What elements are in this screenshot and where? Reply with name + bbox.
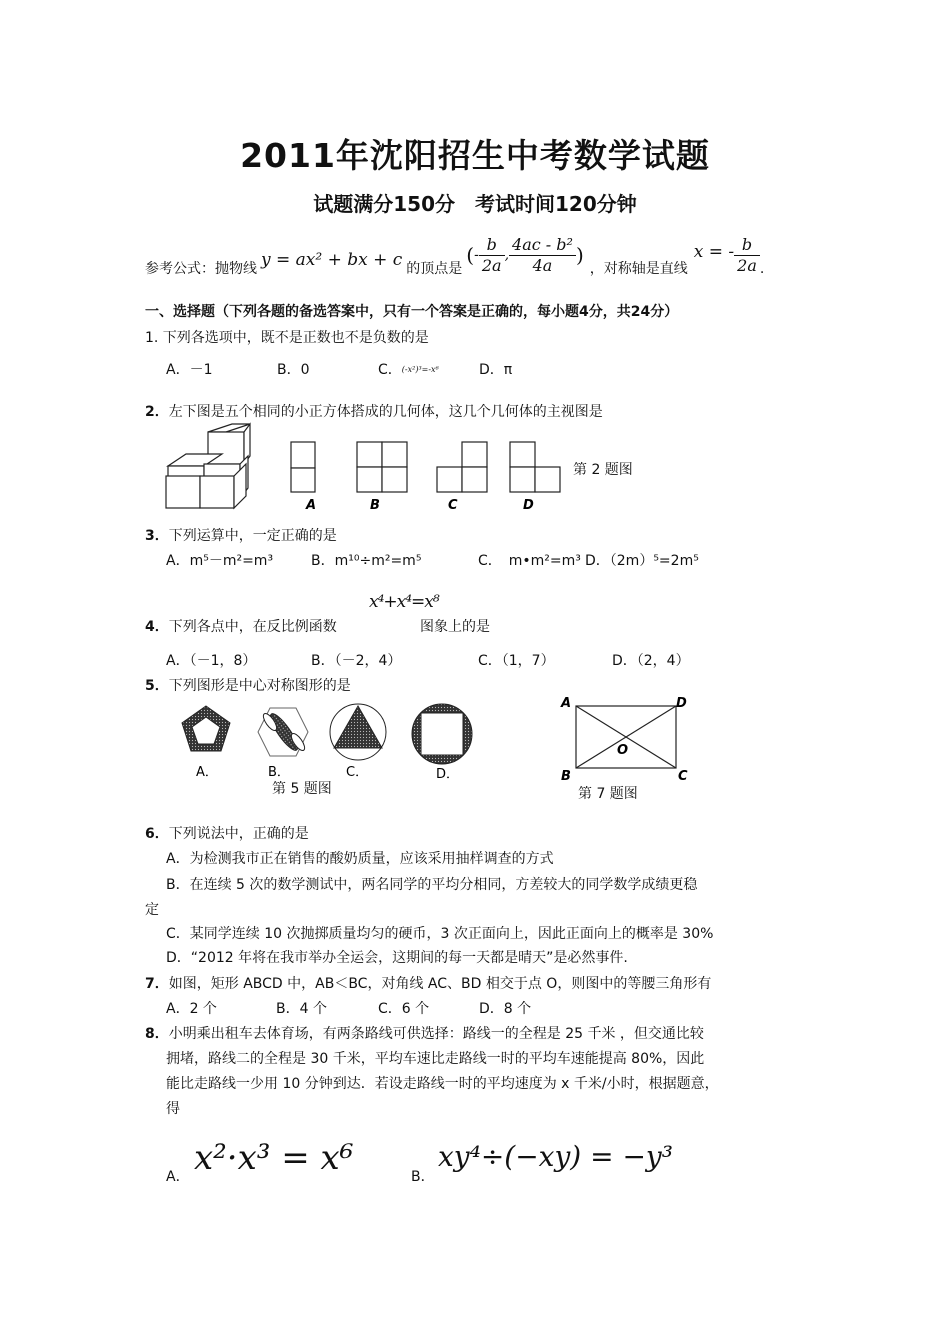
q6-option-c: C．某同学连续 10 次抛掷质量均匀的硬币，3 次正面向上，因此正面向上的概率是 30% [166,926,714,942]
q8-line2: 拥堵，路线二的全程是 30 千米，平均车速比走路线一时的平均车速能提高 80%，因此 [166,1051,705,1067]
q1-option-a: A．－1 [166,362,213,378]
q7-option-d: D．8 个 [479,1001,532,1017]
q5-fig-a [182,706,230,751]
q7-caption: 第 7 题图 [578,786,638,802]
q5-fig-d [412,704,472,764]
q8-line1: 8．小明乘出租车去体育场，有两条路线可供选择：路线一的全程是 25 千米 ，但交通比较 [145,1026,704,1042]
vertex-d-label: D [676,696,687,711]
q8-option-b-math: xy⁴÷(−xy) = −y³ [438,1140,673,1173]
center-o-label: O [617,743,629,758]
q3-option-c: C． m•m²=m³ [478,553,581,569]
view-b-cell [382,442,407,467]
q8-line4: 得 [166,1101,180,1117]
q5-label-c: C． [346,765,369,780]
q2-caption: 第 2 题图 [573,462,633,478]
q2-label-c: C [448,498,458,513]
q6-option-a: A．为检测我市正在销售的酸奶质量，应该采用抽样调查的方式 [166,851,554,867]
q4-option-b: B．（－2，4） [311,653,402,669]
q1-stem: 1. 下列各选项中，既不是正数也不是负数的是 [145,330,429,346]
q4-option-d: D．（2，4） [612,653,690,669]
q6-option-b-cont: 定 [145,902,159,918]
view-a-bottom [291,468,315,492]
view-d-top [510,442,535,467]
q6-option-b: B．在连续 5 次的数学测试中，两名同学的平均分相同，方差较大的同学数学成绩更稳 [166,877,698,893]
view-c-cell [462,467,487,492]
formula-vertex-text: 的顶点是 [406,261,463,277]
q2-stem: 2．左下图是五个相同的小正方体搭成的几何体，这几个几何体的主视图是 [145,404,603,420]
vertex-x-fraction: $\frac{b}{2a}$ [479,235,505,276]
q3-option-b: B．m¹⁰÷m²=m⁵ [311,553,422,569]
cube-solid [166,424,250,508]
view-a-top [291,442,315,468]
view-d-cell [535,467,560,492]
vertex-a-label: A [561,696,572,711]
q6-option-d: D．“2012 年将在我市举办全运会，这期间的每一天都是晴天”是必然事件. [166,950,628,966]
formula-vertex: ( - $\frac{b}{2a}$ , $\frac{\text{4ac - b²}}{4a}$ ) [466,234,584,275]
q1-option-d: D．π [479,362,513,378]
vertex-y-fraction: $\frac{\text{4ac - b²}}{4a}$ [509,235,576,276]
section-heading: 一、选择题（下列各题的备选答案中，只有一个答案是正确的，每小题4分，共24分） [145,304,679,320]
q7-option-a: A．2 个 [166,1001,217,1017]
q4-option-a: A．（－1，8） [166,653,257,669]
q5-caption: 第 5 题图 [272,781,332,797]
q8-option-a-math: x²·x³ = x⁶ [194,1138,354,1178]
q7-figure [555,692,695,782]
formula-parabola: y = ax² + bx + c [261,250,403,270]
view-c-cell [437,467,462,492]
view-c-top [462,442,487,467]
q8-line3: 能比走路线一少用 10 分钟到达．若设走路线一时的平均速度为 x 千米/小时，根据题意， [166,1076,719,1092]
q2-label-d: D [523,498,534,513]
q8-option-a-label: A． [166,1169,190,1185]
vertex-c-label: C [678,769,688,782]
q2-label-a: A [306,498,317,513]
axis-fraction: $\frac{b}{2a}$ [734,235,760,276]
formula-axis-lhs: x = - [693,242,735,262]
q1-option-c: C．$^{(-x^2)^3=-x^6}$ [378,362,439,378]
q5-label-a: A． [196,765,218,780]
view-b-cell [382,467,407,492]
q2-label-b: B [370,498,380,513]
q1-option-b: B．0 [277,362,310,378]
formula-axis-text: ，对称轴是直线 [589,261,688,277]
q5-label-d: D． [436,767,460,782]
formula-prefix: 参考公式：抛物线 [145,261,257,277]
view-d-cell [510,467,535,492]
view-b-cell [357,442,382,467]
vertex-b-label: B [561,769,571,782]
q6-stem: 6．下列说法中，正确的是 [145,826,309,842]
q5-fig-b [258,708,308,756]
q5-label-b: B． [268,765,290,780]
q8-option-b-label: B． [411,1169,435,1185]
view-b-cell [357,467,382,492]
q3-option-d: D．（2m）⁵=2m⁵ [585,553,699,569]
q3-option-a: A．m⁵－m²=m³ [166,553,274,569]
q4-option-c: C．（1，7） [478,653,555,669]
q7-option-b: B．4 个 [276,1001,327,1017]
reference-formula: 参考公式：抛物线 y = ax² + bx + c 的顶点是 ( - $\frac{b}{2a}$ , $\frac{\text{4ac - b²}}{4a}$ ) ，对称轴是直线 x = - $\frac{b}{2a}$ . [145,234,765,277]
q5-stem: 5．下列图形是中心对称图形的是 [145,678,351,694]
page-title: 2011年沈阳招生中考数学试题 [240,136,710,175]
page-subtitle: 试题满分150分 考试时间120分钟 [313,192,637,216]
q3-stem: 3．下列运算中，一定正确的是 [145,528,337,544]
q4-math: x⁴+x⁴=x⁸ [369,592,439,612]
q7-stem: 7．如图，矩形 ABCD 中，AB＜BC，对角线 AC、BD 相交于点 O，则图中的等腰三角形有 [145,976,712,992]
q7-option-c: C．6 个 [378,1001,430,1017]
q5-fig-c [330,704,386,760]
q4-stem: 4．下列各点中，在反比例函数 [145,619,337,635]
q5-figures [170,700,490,790]
q4-stem-end: 图象上的是 [420,619,490,635]
